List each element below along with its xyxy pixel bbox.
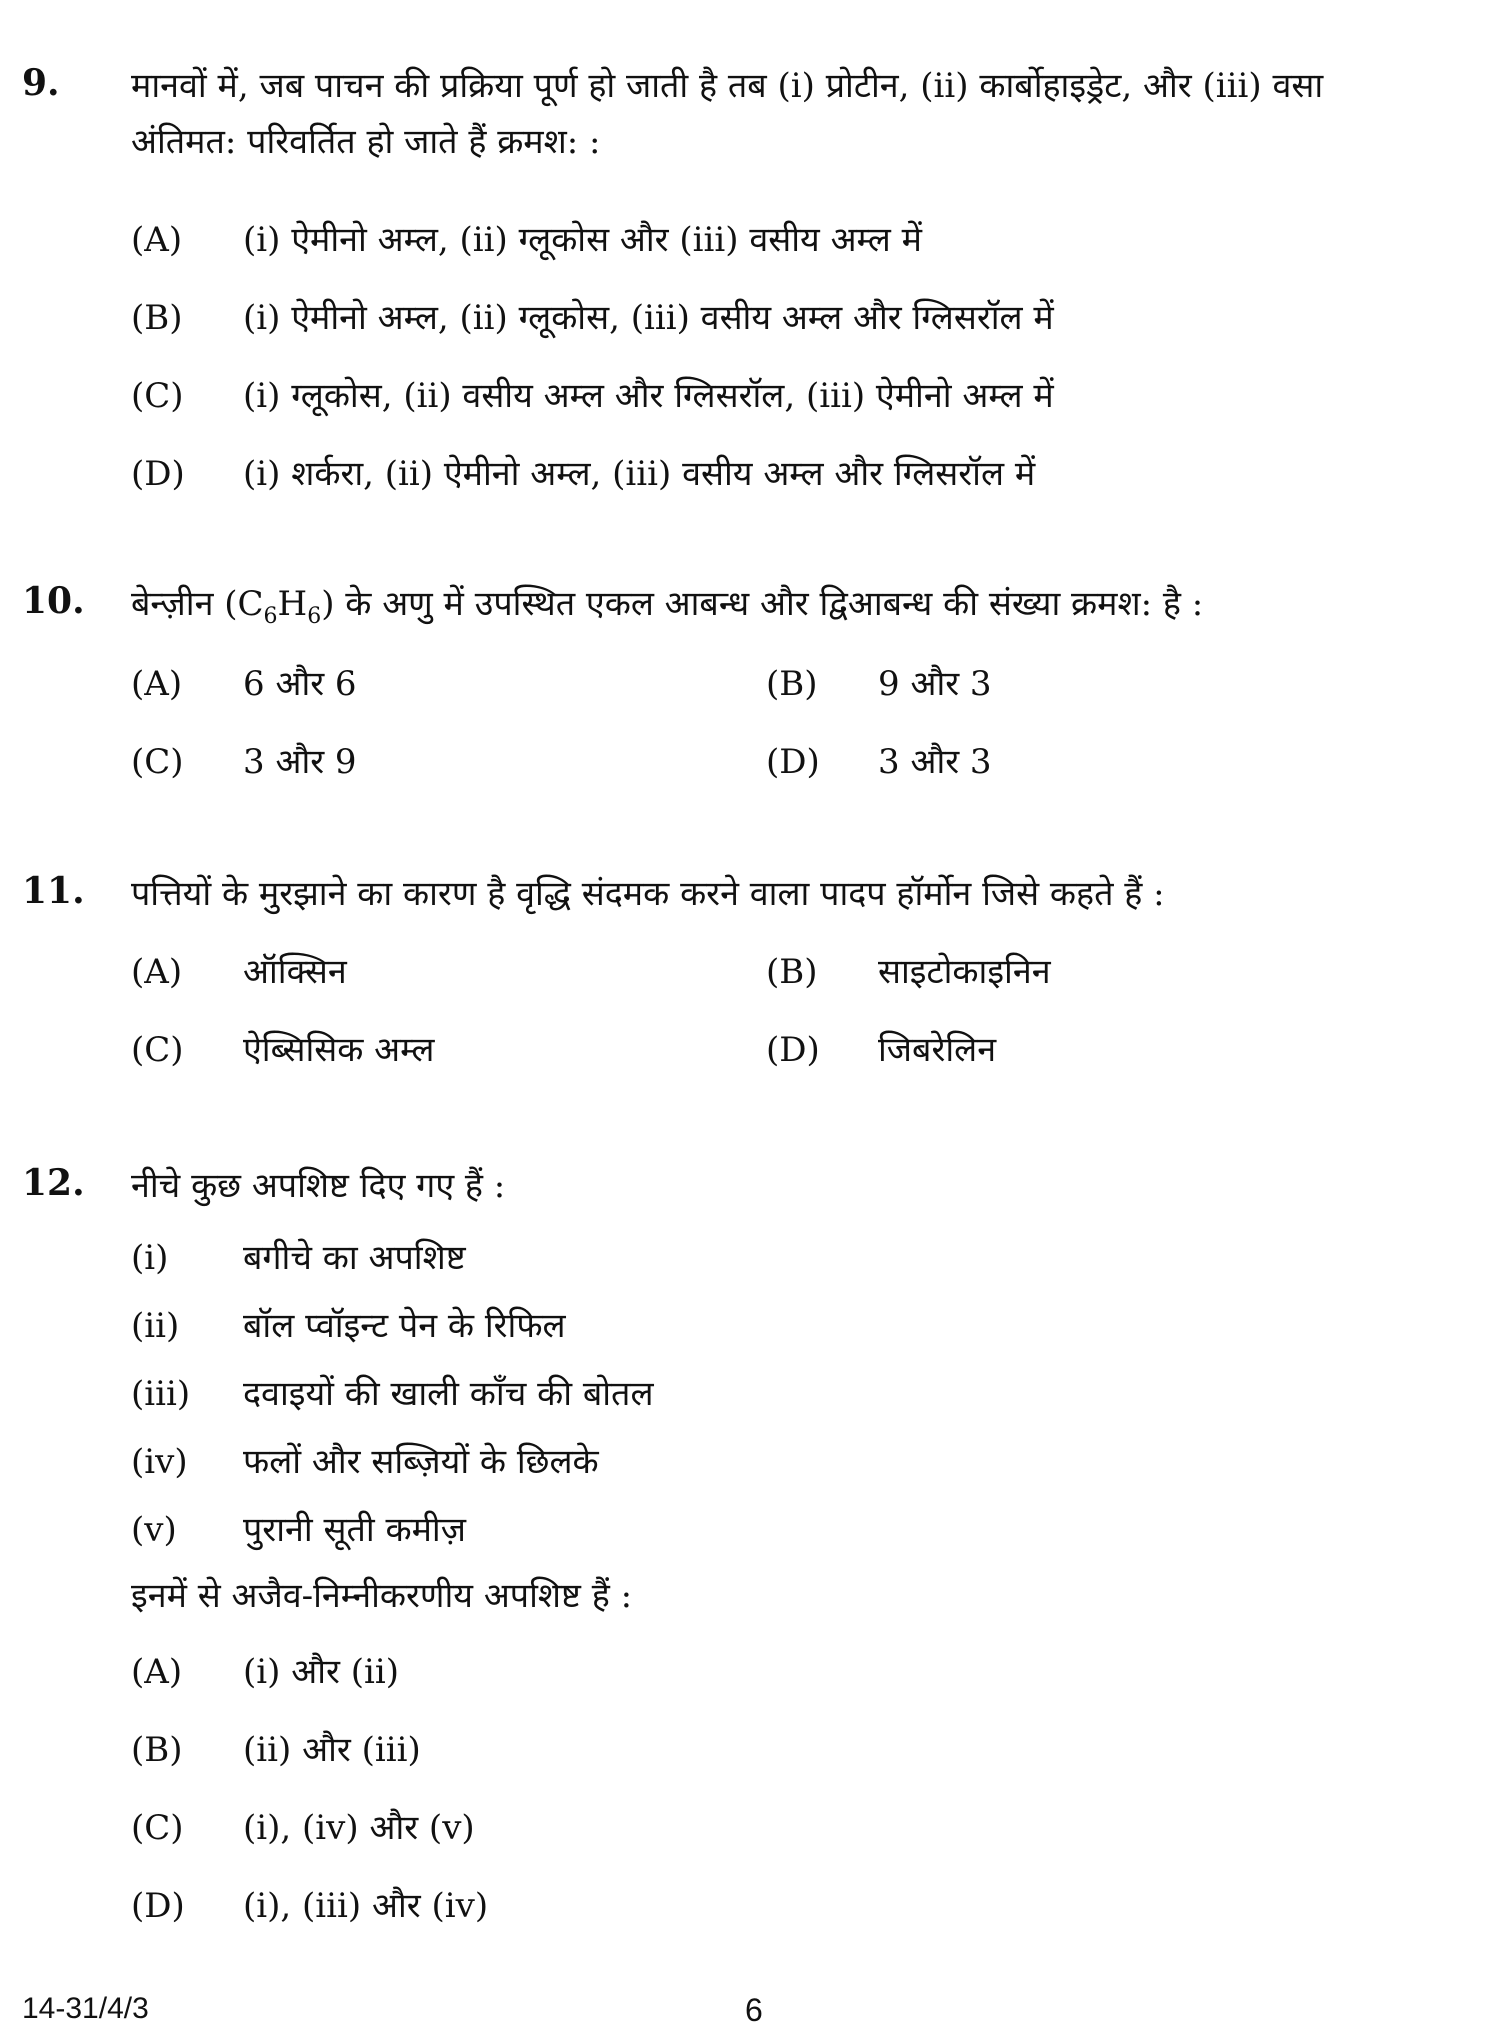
subscript: 6 [307, 603, 322, 629]
question-text [131, 576, 1411, 645]
option-label: (B) [131, 298, 183, 338]
option-d [131, 452, 1035, 496]
option-label: (D) [131, 1886, 185, 1926]
option-label: (D) [766, 1030, 820, 1070]
item-text: पुरानी सूती कमीज़ [243, 1510, 466, 1550]
option-label: (A) [131, 952, 183, 992]
option-c [131, 1806, 475, 1850]
question-prompt: इनमें से अजैव-निम्नीकरणीय अपशिष्ट हैं : [131, 1576, 633, 1616]
option-c [131, 1028, 434, 1072]
option-text: 9 और 3 [878, 664, 992, 704]
page-number: 6 [745, 1992, 763, 2028]
option-label: (B) [766, 664, 818, 704]
option-c [131, 740, 357, 784]
item-label: (iv) [131, 1442, 188, 1482]
list-item [131, 1372, 654, 1416]
list-item [131, 1440, 599, 1484]
question-text: पत्तियों के मुरझाने का कारण है वृद्धि संदमक करने वाला पादप हॉर्मोन जिसे कहते हैं : [131, 874, 1165, 914]
paper-code: 14-31/4/3 [22, 1992, 149, 2025]
option-text: (ii) और (iii) [243, 1730, 421, 1770]
question-text: मानवों में, जब पाचन की प्रक्रिया पूर्ण हो जाती है तब (i) प्रोटीन, (ii) कार्बोहाइड्रेट, और (iii) वसा अंतिमत: परिवर्तित हो जाते हैं क्रमश: : [131, 66, 1324, 162]
question-text-part: ) के अणु में उपस्थित एकल आबन्ध और द्विआबन्ध की संख्या क्रमश: है : [321, 584, 1204, 624]
question-text-part: बेन्ज़ीन (C [131, 584, 264, 624]
item-text: दवाइयों की खाली काँच की बोतल [243, 1374, 654, 1414]
option-b [131, 296, 1054, 340]
subscript: 6 [263, 603, 278, 629]
option-text: ऐब्सिसिक अम्ल [243, 1030, 435, 1070]
item-label: (ii) [131, 1306, 180, 1346]
question-number: 9. [22, 62, 60, 104]
option-a [131, 950, 347, 994]
question-text-part: H [277, 584, 308, 624]
question-number: 10. [22, 580, 85, 622]
option-label: (C) [131, 376, 184, 416]
question-number: 11. [22, 870, 85, 912]
option-text: साइटोकाइनिन [878, 952, 1051, 992]
option-b [766, 662, 992, 706]
option-text: 3 और 3 [878, 742, 992, 782]
option-b [766, 950, 1051, 994]
item-label: (v) [131, 1510, 177, 1550]
option-d [766, 1028, 996, 1072]
item-text: फलों और सब्ज़ियों के छिलके [243, 1442, 599, 1482]
option-label: (A) [131, 1652, 183, 1692]
question-number: 12. [22, 1162, 85, 1204]
option-text: ऑक्सिन [243, 952, 347, 992]
list-item [131, 1236, 466, 1280]
option-text: (i) और (ii) [243, 1652, 399, 1692]
option-label: (C) [131, 1808, 184, 1848]
option-d [766, 740, 992, 784]
option-b [131, 1728, 421, 1772]
item-text: बगीचे का अपशिष्ट [243, 1238, 466, 1278]
list-item [131, 1508, 466, 1552]
option-text: (i) ऐमीनो अम्ल, (ii) ग्लूकोस और (iii) वसीय अम्ल में [243, 220, 922, 260]
item-label: (iii) [131, 1374, 191, 1414]
option-text: 6 और 6 [243, 664, 357, 704]
option-a [131, 1650, 399, 1694]
item-label: (i) [131, 1238, 169, 1278]
option-label: (A) [131, 220, 183, 260]
option-text: जिबरेलिन [878, 1030, 997, 1070]
option-text: (i) ऐमीनो अम्ल, (ii) ग्लूकोस, (iii) वसीय अम्ल और ग्लिसरॉल में [243, 298, 1054, 338]
question-text: नीचे कुछ अपशिष्ट दिए गए हैं : [131, 1166, 506, 1206]
option-text: (i), (iii) और (iv) [243, 1886, 489, 1926]
option-label: (C) [131, 1030, 184, 1070]
option-text: (i) शर्करा, (ii) ऐमीनो अम्ल, (iii) वसीय अम्ल और ग्लिसरॉल में [243, 454, 1036, 494]
option-label: (D) [766, 742, 820, 782]
option-label: (D) [131, 454, 185, 494]
option-label: (C) [131, 742, 184, 782]
item-text: बॉल प्वॉइन्ट पेन के रिफिल [243, 1306, 566, 1346]
option-label: (B) [131, 1730, 183, 1770]
option-text: (i), (iv) और (v) [243, 1808, 475, 1848]
option-c [131, 374, 1054, 418]
option-text: 3 और 9 [243, 742, 357, 782]
list-item [131, 1304, 566, 1348]
option-label: (A) [131, 664, 183, 704]
option-a [131, 662, 357, 706]
option-d [131, 1884, 488, 1928]
option-label: (B) [766, 952, 818, 992]
option-a [131, 218, 922, 262]
option-text: (i) ग्लूकोस, (ii) वसीय अम्ल और ग्लिसरॉल, (iii) ऐमीनो अम्ल में [243, 376, 1054, 416]
